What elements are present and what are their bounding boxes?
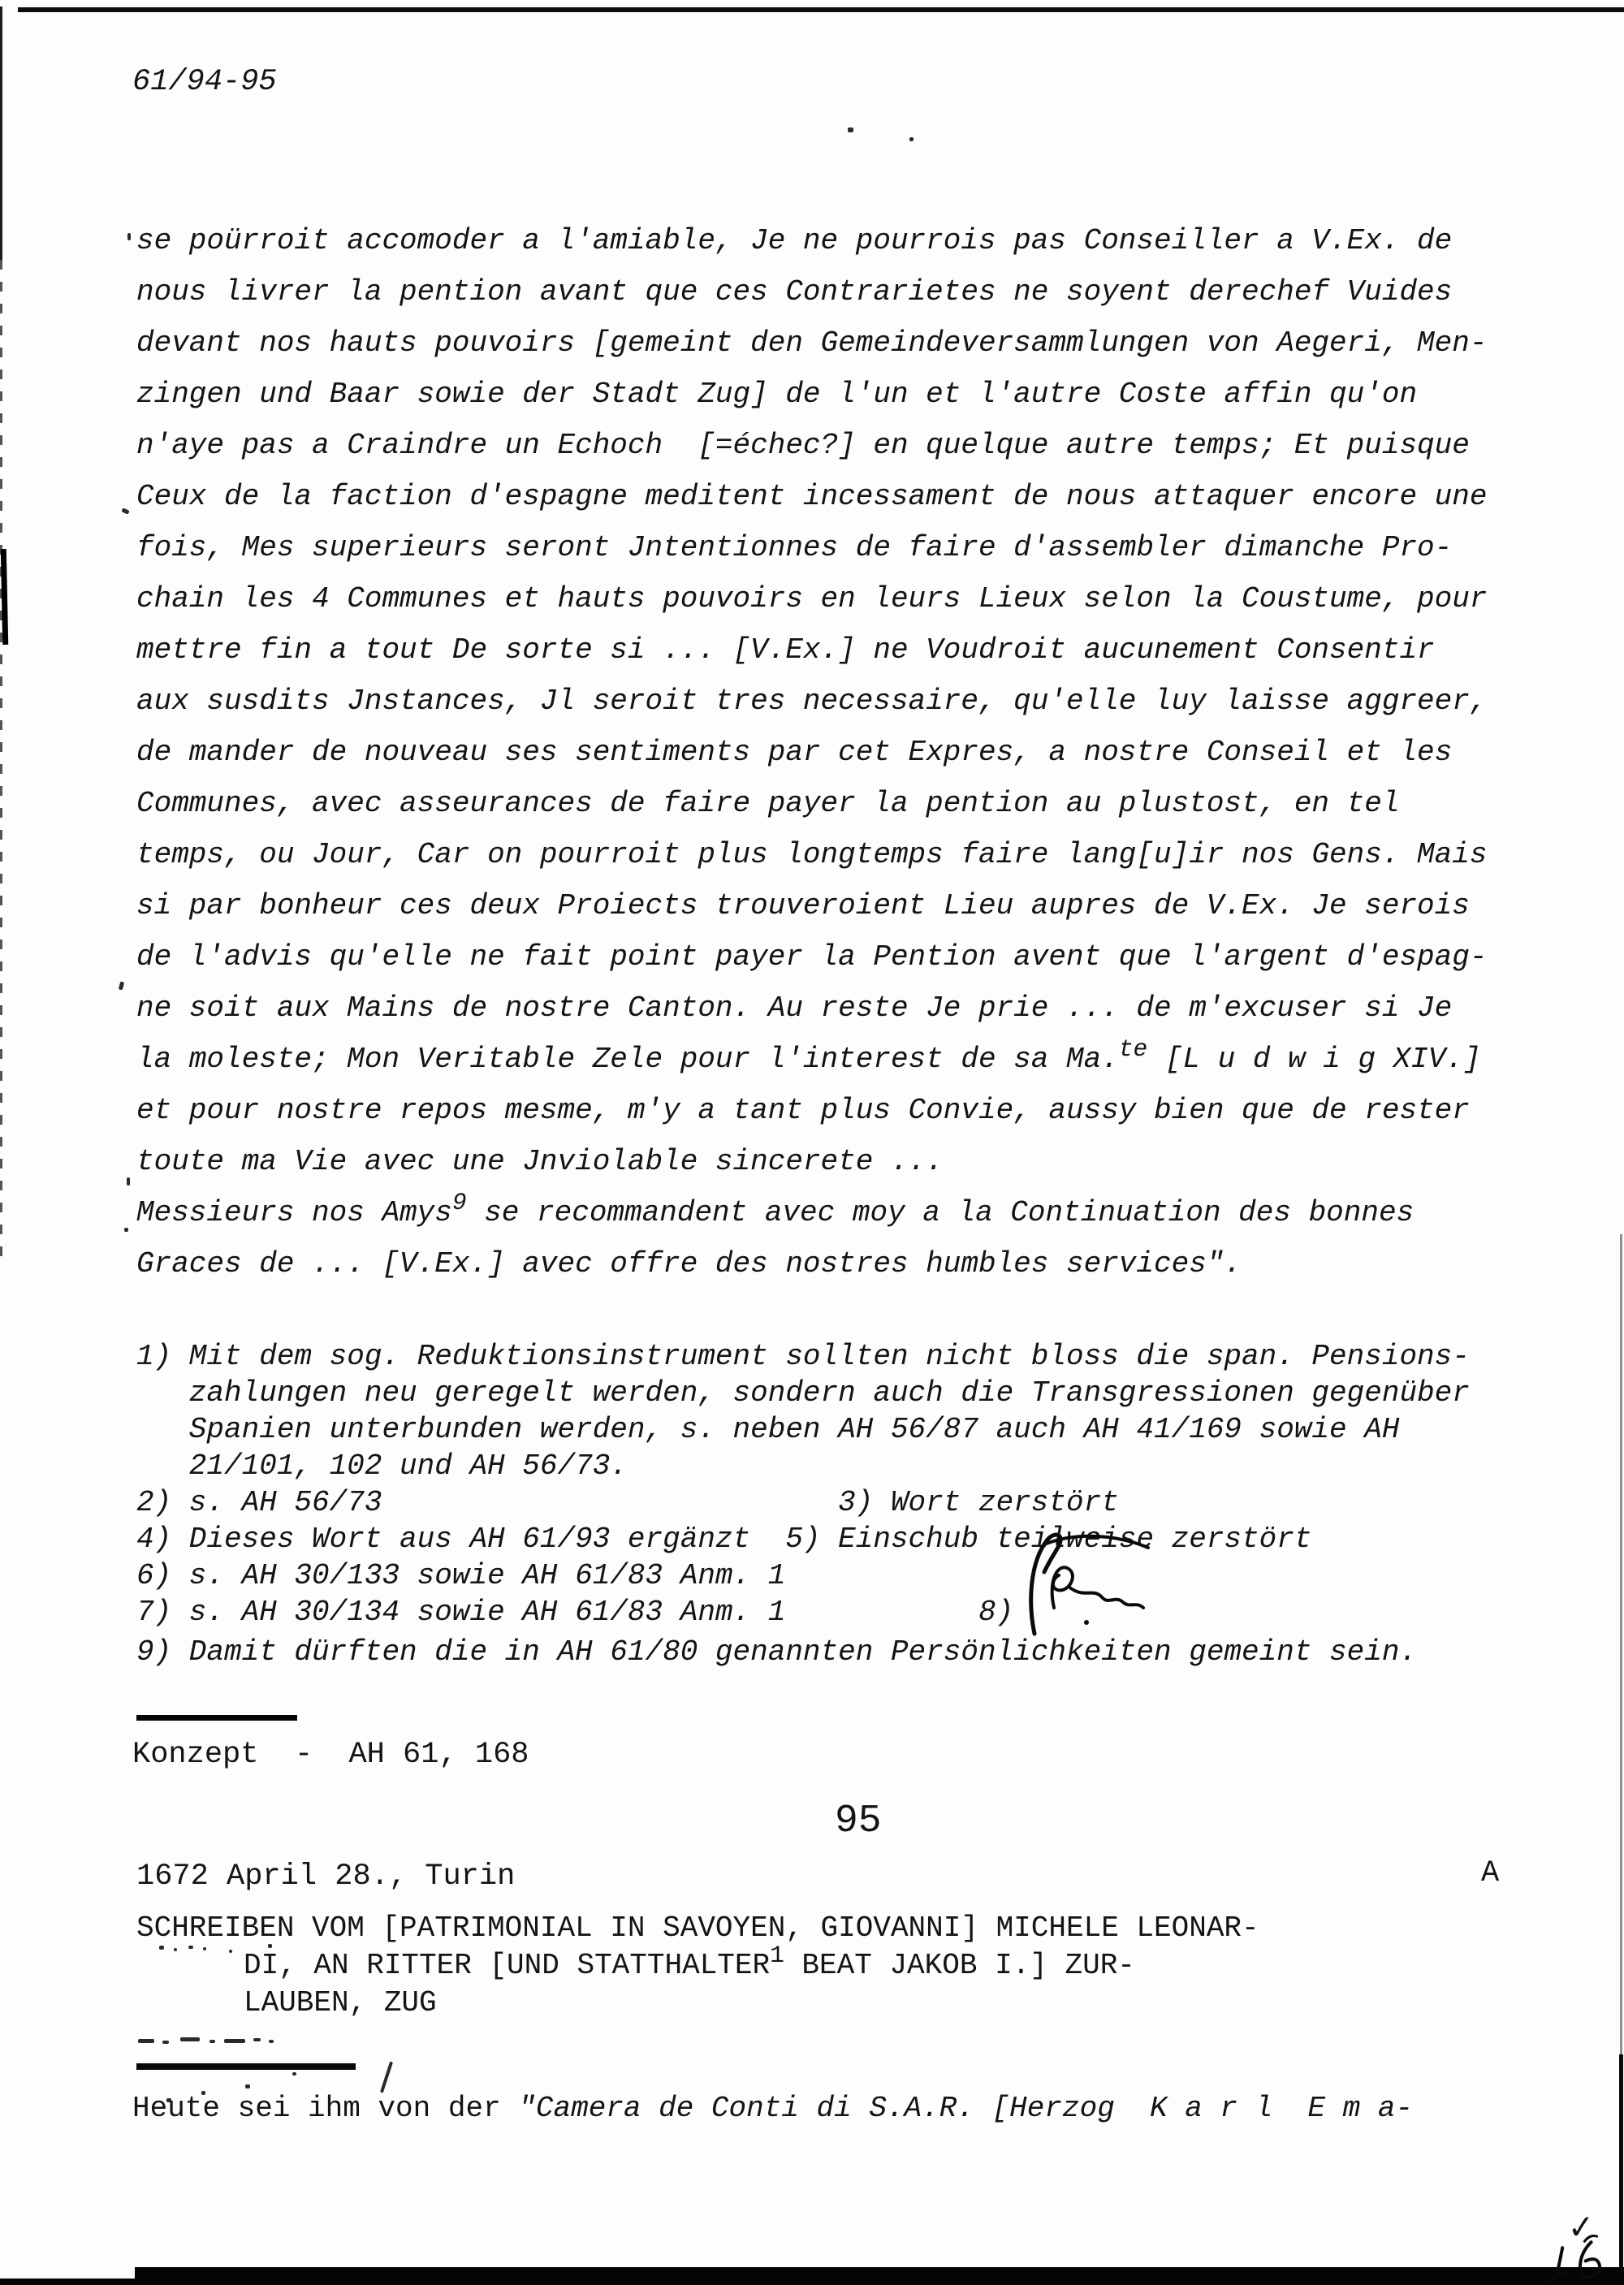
entry-date-place: 1672 April 28., Turin [136, 1860, 516, 1894]
text-line: devant nos hauts pouvoirs [gemeint den Gemeindeversammlungen von Aegeri, Men- [136, 326, 1488, 360]
text-line: 7) s. AH 30/134 sowie AH 61/83 Anm. 1 8) [136, 1596, 1014, 1629]
text-line: fois, Mes superieurs seront Jntentionnes de faire d'assembler dimanche Pro- [136, 531, 1453, 564]
scan-speck [121, 508, 129, 514]
scan-smear [224, 2039, 245, 2043]
scan-smear [253, 2038, 261, 2041]
text-line: nous livrer la pention avant que ces Contrarietes ne soyent derechef Vuides [136, 275, 1453, 309]
opening-roman-text: Heute sei ihm von der [132, 2092, 519, 2125]
text-line: LAUBEN, ZUG [244, 1986, 437, 2019]
entry-number: 95 [835, 1799, 882, 1843]
text-line: SCHREIBEN VOM [PATRIMONIAL IN SAVOYEN, GIOVANNI] MICHELE LEONAR- [136, 1911, 1259, 1945]
letter-body-text [136, 215, 1487, 1289]
text-line: temps, ou Jour, Car on pourroit plus longtemps faire lang[u]ir nos Gens. Mais [136, 838, 1488, 871]
text-line: zahlungen neu geregelt werden, sondern auch die Transgressionen gegenüber [136, 1376, 1470, 1410]
marginal-letter: A [1481, 1856, 1500, 1890]
text-line: mettre fin a tout De sorte si ... [V.Ex.] ne Voudroit aucunement Consentir [136, 633, 1435, 667]
scan-speck [124, 1228, 128, 1232]
entry-opening-line [132, 2092, 1413, 2125]
text-line: Graces de ... [V.Ex.] avec offre des nostres humbles services". [136, 1247, 1242, 1281]
text-line: Ceux de la faction d'espagne meditent incessament de nous attaquer encore une [136, 480, 1488, 513]
text-line: aux susdits Jnstances, Jl seroit tres necessaire, qu'elle luy laisse aggreer, [136, 685, 1488, 718]
text-line: ne soit aux Mains de nostre Canton. Au reste Je prie ... de m'excuser si Je [136, 991, 1453, 1025]
scan-speck [848, 127, 853, 132]
handwritten-checkmark: ✓ [1568, 2207, 1594, 2251]
source-divider-rule [136, 1715, 297, 1721]
text-line: 2) s. AH 56/73 3) Wort zerstört [136, 1486, 1119, 1519]
text-line: chain les 4 Communes et hauts pouvoirs en leurs Lieux selon la Coustume, pour [136, 582, 1488, 616]
scan-edge-top [18, 7, 1624, 12]
handwritten-16-mark [1543, 2231, 1624, 2282]
scan-speck [292, 2072, 296, 2076]
text-line: 21/101, 102 und AH 56/73. [136, 1449, 628, 1483]
opening-quoted-text: "Camera de Conti di S.A.R. [Herzog K a r l E m a- [518, 2092, 1414, 2125]
footnotes-block [136, 1338, 1470, 1631]
source-reference: Konzept - AH 61, 168 [132, 1738, 529, 1772]
text-line: 4) Dieses Wort aus AH 61/93 ergänzt 5) Einschub teilweise zerstört [136, 1523, 1312, 1556]
scan-edge-bottom [135, 2267, 1624, 2285]
scan-edge-left [0, 6, 2, 260]
scan-speck [245, 2084, 250, 2088]
scan-speck [127, 233, 131, 240]
scan-speck [119, 982, 124, 991]
text-line: DI, AN RITTER [UND STATTHALTER$^1$ BEAT JAKOB I.] ZUR- [244, 1941, 1135, 1982]
scan-edge-left-dashed [0, 260, 2, 1267]
text-line: la moleste; Mon Veritable Zele pour l'interest de sa Ma.$^{te}$ [L u d w i g XIV.] [136, 1035, 1481, 1076]
page-header: 61/94-95 [132, 65, 277, 99]
text-line: 9) Damit dürften die in AH 61/80 genannten Persönlichkeiten gemeint sein. [136, 1635, 1418, 1669]
scan-smear [180, 2037, 200, 2041]
footnote-9 [136, 1634, 1417, 1670]
text-line: de mander de nouveau ses sentiments par cet Expres, a nostre Conseil et les [136, 736, 1453, 769]
text-line: 1) Mit dem sog. Reduktionsinstrument sollten nicht bloss die span. Pensions- [136, 1340, 1470, 1373]
text-line: 6) s. AH 30/133 sowie AH 61/83 Anm. 1 [136, 1559, 786, 1592]
scan-smear [209, 2040, 215, 2043]
text-line: se poürroit accomoder a l'amiable, Je ne pourrois pas Conseiller a V.Ex. de [136, 224, 1453, 257]
text-line: Messieurs nos Amys$^9$ se recommandent avec moy a la Continuation des bonnes [136, 1188, 1415, 1229]
text-line: et pour nostre repos mesme, m'y a tant plus Convie, aussy bien que de rester [136, 1094, 1470, 1127]
text-line: n'aye pas a Craindre un Echoch [=échec?] en quelque autre temps; Et puisque [136, 429, 1470, 462]
scan-speck [127, 1177, 130, 1186]
scan-smear [162, 2041, 169, 2044]
text-line: de l'advis qu'elle ne fait point payer la Pention avent que l'argent d'espag- [136, 940, 1488, 974]
footnote-8-signature [1012, 1530, 1174, 1637]
text-line: Spanien unterbunden werden, s. neben AH 56/87 auch AH 41/169 sowie AH [136, 1413, 1400, 1446]
text-line: Communes, avec asseurances de faire payer la pention au plustost, en tel [136, 787, 1400, 820]
scan-speck [909, 137, 914, 141]
entry-title [136, 1910, 1259, 2022]
scan-smear [138, 2039, 154, 2043]
text-line: toute ma Vie avec une Jnviolable sincerete ... [136, 1145, 944, 1178]
text-line: si par bonheur ces deux Proiects trouveroient Lieu aupres de V.Ex. Je serois [136, 889, 1470, 922]
scan-smear [269, 2040, 274, 2043]
scan-speck [380, 2061, 393, 2093]
margin-pen-mark [1, 549, 8, 645]
text-line: zingen und Baar sowie der Stadt Zug] de l'un et l'autre Coste affin qu'on [136, 378, 1418, 411]
crossed-out-rule [136, 2063, 356, 2070]
